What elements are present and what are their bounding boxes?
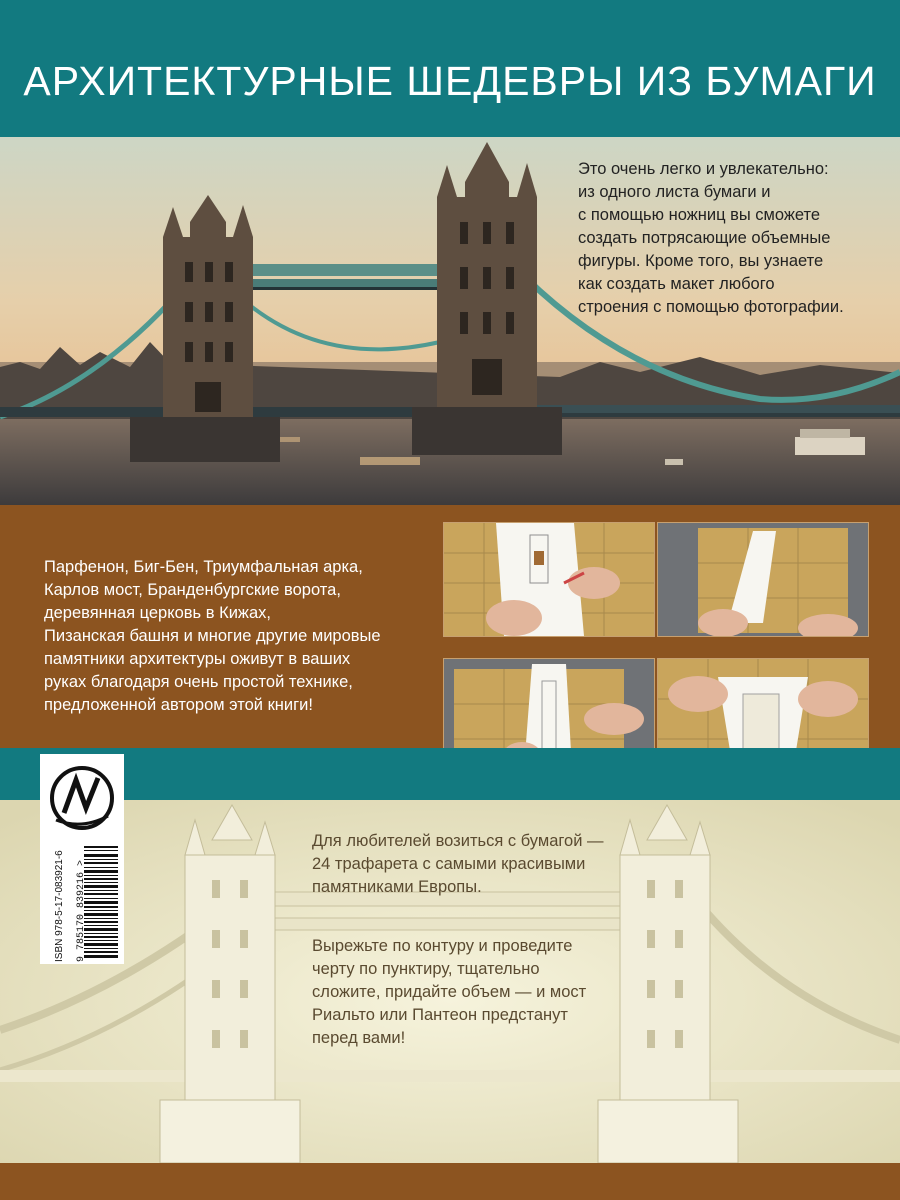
isbn-label: ISBN 978-5-17-083921-6 bbox=[54, 850, 65, 962]
intro-text: Это очень легко и увлекательно: из одного листа бумаги и с помощью ножниц вы сможете создать потрясающие объемные фигуры. Кроме того, вы узнаете как создать макет любого строения с помощью фотографии. bbox=[578, 160, 844, 316]
publisher-logo-icon bbox=[46, 758, 118, 838]
barcode-digits: 9 785170 839216 > bbox=[76, 859, 87, 962]
step-photo-2 bbox=[657, 522, 869, 637]
step-photo-1 bbox=[443, 522, 655, 637]
landmarks-description: Парфенон, Биг-Бен, Триумфальная арка, Карлов мост, Бранденбургские ворота, деревянная церковь в Кижах, Пизанская башня и многие другие мировые памятники архитектуры оживут в ваших руках благодаря очень простой технике, предложенной автором этой книги! bbox=[44, 558, 381, 714]
barcode-box bbox=[40, 754, 124, 964]
book-title: АРХИТЕКТУРНЫЕ ШЕДЕВРЫ ИЗ БУМАГИ bbox=[23, 58, 877, 104]
templates-info: Для любителей возиться с бумагой — 24 трафарета с самыми красивыми памятниками Европы. bbox=[312, 832, 604, 896]
bottom-brown-band bbox=[0, 1163, 900, 1200]
instructions-text: Вырежьте по контуру и проведите черту по пунктиру, тщательно сложите, придайте объем — и мост Риальто или Пантеон предстанут перед вами! bbox=[312, 937, 587, 1047]
barcode-icon bbox=[84, 846, 118, 958]
teal-band bbox=[0, 748, 900, 788]
